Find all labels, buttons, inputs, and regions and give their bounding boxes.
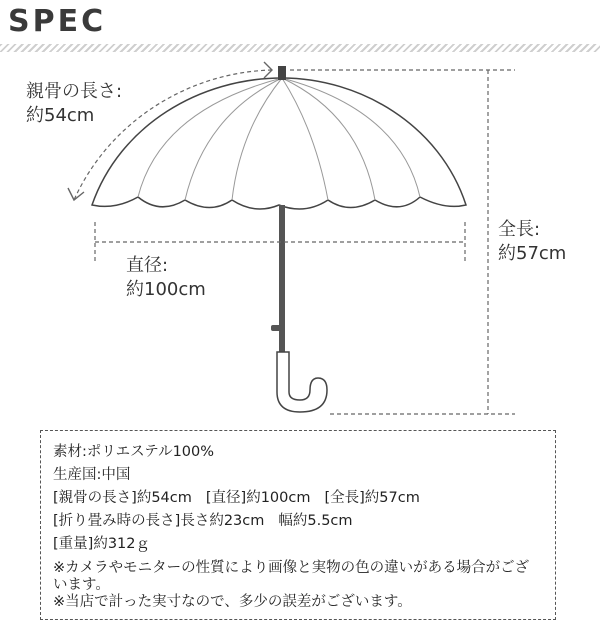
spec-weight: [重量]約312ｇ bbox=[53, 536, 150, 552]
spec-origin: 生産国:中国 bbox=[53, 467, 131, 483]
umbrella-canopy bbox=[92, 78, 466, 209]
spec-dimensions: [親骨の長さ]約54cm [直径]約100cm [全長]約57cm bbox=[53, 490, 420, 506]
spec-folded-size: [折り畳み時の長さ]長さ約23cm 幅約5.5cm bbox=[53, 513, 353, 529]
spec-note-color: ※カメラやモニターの性質により画像と実物の色の違いがある場合がございます。 bbox=[53, 560, 530, 593]
rib-length-label: 親骨の長さ: 約54cm bbox=[26, 81, 123, 126]
diameter-label: 直径: 約100cm bbox=[126, 255, 206, 300]
page-title: SPEC bbox=[8, 4, 107, 39]
spec-material: 素材:ポリエステル100% bbox=[53, 444, 215, 460]
umbrella-shaft bbox=[279, 205, 285, 353]
spec-box bbox=[40, 430, 556, 620]
spec-note-measure: ※当店で計った実寸なので、多少の誤差がございます。 bbox=[53, 594, 412, 610]
total-length-label: 全長: 約57cm bbox=[498, 219, 567, 264]
umbrella-handle bbox=[277, 352, 327, 412]
umbrella-tip bbox=[278, 66, 286, 80]
